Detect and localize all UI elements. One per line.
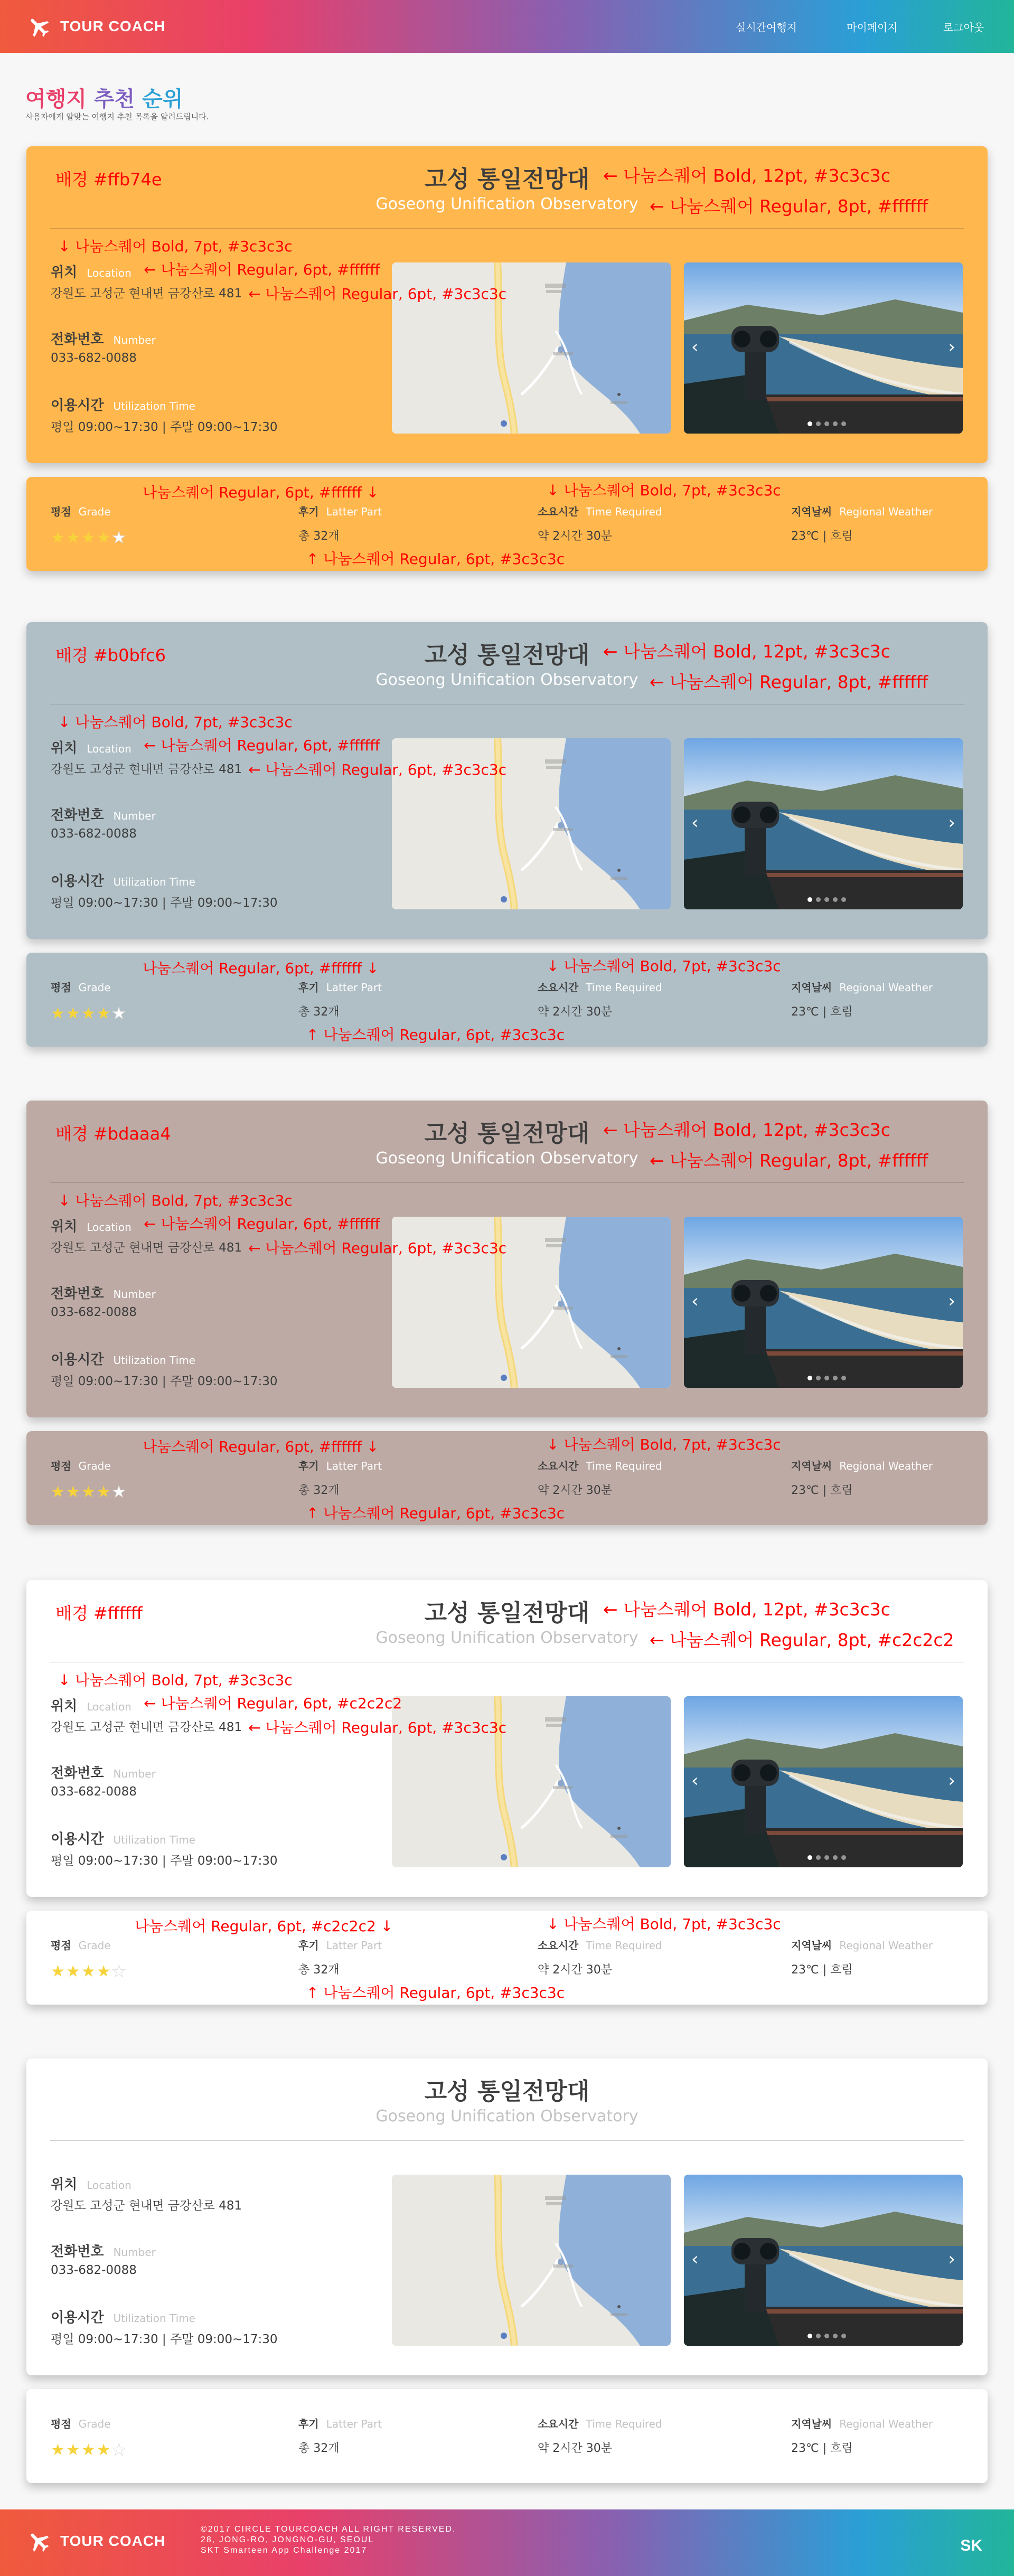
- annotation-label: ↓ 나눔스퀘어 Bold, 7pt, #3c3c3c: [58, 1192, 293, 1209]
- hours-label: 이용시간 Utilization Time: [51, 1831, 195, 1847]
- photo-carousel[interactable]: [684, 1696, 963, 1867]
- carousel-next-icon[interactable]: ›: [948, 812, 955, 833]
- rating-star-icon: ★: [65, 529, 81, 547]
- photo-carousel[interactable]: [684, 262, 963, 434]
- weather-text: 23℃ | 흐림: [791, 1484, 853, 1497]
- rating-star-icon: ★: [51, 1004, 66, 1023]
- airplane-icon: [26, 14, 52, 39]
- grade-label: 평점 Grade: [51, 2418, 111, 2430]
- carousel-next-icon[interactable]: ›: [948, 1770, 955, 1791]
- weather-label: 지역날씨 Regional Weather: [791, 505, 933, 518]
- phone-label: 전화번호 Number: [51, 1286, 156, 1302]
- annotation-value: ← 나눔스퀘어 Regular, 6pt, #3c3c3c: [248, 1719, 507, 1736]
- event-line: SKT Smarteen App Challenge 2017: [201, 2546, 368, 2555]
- carousel-dots: [808, 897, 846, 902]
- annotation-eng: ← 나눔스퀘어 Regular, 8pt, #ffffff: [650, 1150, 928, 1171]
- hours-text: 평일 09:00~17:30 | 주말 09:00~17:30: [51, 1854, 278, 1868]
- rating-star-icon: ★: [65, 2441, 81, 2459]
- carousel-dots: [808, 421, 846, 426]
- place-name-en: Goseong Unification Observatory: [375, 195, 639, 213]
- phone-text: 033-682-0088: [51, 1305, 137, 1319]
- place-name-en: Goseong Unification Observatory: [375, 1629, 639, 1647]
- rating-star-icon: ★: [81, 1962, 97, 1981]
- place-card[interactable]: [26, 622, 988, 939]
- rating-star-icon: ★: [111, 1962, 127, 1981]
- annotation-value: ← 나눔스퀘어 Regular, 6pt, #3c3c3c: [248, 1239, 507, 1257]
- phone-text: 033-682-0088: [51, 827, 137, 841]
- nav-mypage[interactable]: 마이페이지: [847, 21, 898, 34]
- card-divider: [50, 1182, 964, 1183]
- annotation-title: ← 나눔스퀘어 Bold, 12pt, #3c3c3c: [603, 641, 890, 662]
- rating-star-icon: ★: [96, 1483, 112, 1501]
- rating-star-icon: ★: [81, 1483, 97, 1501]
- annotation-strip-value: ↑ 나눔스퀘어 Regular, 6pt, #3c3c3c: [306, 1505, 565, 1522]
- review-label: 후기 Latter Part: [298, 505, 382, 518]
- bg-annotation: 배경 #b0bfc6: [55, 645, 166, 665]
- place-info-strip: [26, 477, 988, 571]
- hours-text: 평일 09:00~17:30 | 주말 09:00~17:30: [51, 420, 278, 434]
- page-title-word-1: 여행지: [25, 87, 87, 111]
- time-required: 약 2시간 30분: [538, 530, 612, 543]
- rating-star-icon: ★: [51, 1483, 66, 1501]
- review-label: 후기 Latter Part: [298, 981, 382, 994]
- phone-text: 033-682-0088: [51, 1785, 137, 1799]
- carousel-prev-icon[interactable]: ‹: [691, 1291, 699, 1312]
- review-count[interactable]: 총 32개: [298, 530, 340, 543]
- photo-carousel[interactable]: [684, 2175, 963, 2346]
- time-label: 소요시간 Time Required: [538, 1460, 662, 1472]
- rating-star-icon: ★: [111, 2441, 127, 2459]
- airplane-icon: [26, 2528, 52, 2554]
- rating-stars: [51, 1962, 127, 1981]
- time-required: 약 2시간 30분: [538, 1963, 612, 1977]
- place-name: 고성 통일전망대: [424, 642, 590, 669]
- rating-star-icon: ★: [96, 1962, 112, 1981]
- weather-text: 23℃ | 흐림: [791, 2442, 853, 2455]
- rating-stars: [51, 529, 127, 547]
- header-logo[interactable]: [26, 14, 165, 39]
- location-label: 위치 Location: [51, 265, 132, 280]
- place-name: 고성 통일전망대: [424, 166, 590, 193]
- hours-label: 이용시간 Utilization Time: [51, 2310, 195, 2326]
- place-card[interactable]: [26, 2058, 988, 2375]
- phone-label: 전화번호 Number: [51, 1765, 156, 1781]
- location-label: 위치 Location: [51, 1698, 132, 1714]
- hours-text: 평일 09:00~17:30 | 주말 09:00~17:30: [51, 1375, 278, 1388]
- time-label: 소요시간 Time Required: [538, 981, 662, 994]
- rating-star-icon: ★: [111, 1483, 127, 1501]
- time-required: 약 2시간 30분: [538, 1484, 612, 1497]
- photo-carousel[interactable]: [684, 1217, 963, 1388]
- place-name: 고성 통일전망대: [424, 1120, 590, 1147]
- weather-label: 지역날씨 Regional Weather: [791, 1460, 933, 1472]
- rating-star-icon: ★: [96, 2441, 112, 2459]
- annotation-sublabel: ← 나눔스퀘어 Regular, 6pt, #ffffff: [144, 1215, 380, 1233]
- annotation-strip-label: ↓ 나눔스퀘어 Bold, 7pt, #3c3c3c: [547, 1436, 781, 1453]
- footer: [0, 2509, 1014, 2576]
- annotation-label: ↓ 나눔스퀘어 Bold, 7pt, #3c3c3c: [58, 713, 293, 731]
- rating-star-icon: ★: [111, 1004, 127, 1023]
- review-count[interactable]: 총 32개: [298, 1484, 340, 1497]
- annotation-value: ← 나눔스퀘어 Regular, 6pt, #3c3c3c: [248, 761, 507, 778]
- photo-carousel[interactable]: [684, 738, 963, 909]
- place-info-strip: [26, 1431, 988, 1525]
- annotation-value: ← 나눔스퀘어 Regular, 6pt, #3c3c3c: [248, 285, 507, 303]
- address-text: 강원도 고성군 현내면 금강산로 481: [51, 763, 242, 776]
- rating-star-icon: ★: [65, 1004, 81, 1023]
- rating-star-icon: ★: [51, 2441, 66, 2459]
- hours-text: 평일 09:00~17:30 | 주말 09:00~17:30: [51, 896, 278, 910]
- review-label: 후기 Latter Part: [298, 2418, 382, 2430]
- annotation-strip-sub: 나눔스퀘어 Regular, 6pt, #ffffff ↓: [143, 960, 379, 977]
- weather-text: 23℃ | 흐림: [791, 1963, 853, 1977]
- header-logo-text: TOUR COACH: [60, 18, 166, 34]
- hours-label: 이용시간 Utilization Time: [51, 873, 195, 889]
- carousel-prev-icon[interactable]: ‹: [691, 1770, 699, 1791]
- footer-logo-text: TOUR COACH: [60, 2533, 166, 2549]
- rating-stars: [51, 2441, 127, 2459]
- annotation-strip-sub: 나눔스퀘어 Regular, 6pt, #ffffff ↓: [143, 484, 379, 501]
- weather-label: 지역날씨 Regional Weather: [791, 981, 933, 994]
- rating-stars: [51, 1483, 127, 1501]
- top-header: [0, 0, 1014, 53]
- location-label: 위치 Location: [51, 740, 132, 756]
- review-label: 후기 Latter Part: [298, 1460, 382, 1472]
- annotation-eng: ← 나눔스퀘어 Regular, 8pt, #ffffff: [650, 196, 928, 217]
- carousel-dots: [808, 1855, 846, 1860]
- bg-annotation: 배경 #ffffff: [55, 1603, 143, 1623]
- bg-annotation: 배경 #bdaaa4: [55, 1124, 171, 1144]
- weather-text: 23℃ | 흐림: [791, 1005, 853, 1019]
- place-card[interactable]: [26, 146, 988, 463]
- rating-stars: [51, 1004, 127, 1023]
- time-required: 약 2시간 30분: [538, 1005, 612, 1019]
- annotation-strip-label: ↓ 나눔스퀘어 Bold, 7pt, #3c3c3c: [547, 1915, 781, 1933]
- rating-star-icon: ★: [96, 1004, 112, 1023]
- review-count[interactable]: 총 32개: [298, 1005, 340, 1019]
- annotation-strip-label: ↓ 나눔스퀘어 Bold, 7pt, #3c3c3c: [547, 957, 781, 975]
- carousel-prev-icon[interactable]: ‹: [691, 812, 699, 833]
- carousel-next-icon[interactable]: ›: [948, 1291, 955, 1312]
- annotation-title: ← 나눔스퀘어 Bold, 12pt, #3c3c3c: [603, 165, 890, 186]
- phone-label: 전화번호 Number: [51, 807, 156, 823]
- annotation-sublabel: ← 나눔스퀘어 Regular, 6pt, #ffffff: [144, 737, 380, 754]
- location-label: 위치 Location: [51, 2177, 132, 2193]
- annotation-strip-value: ↑ 나눔스퀘어 Regular, 6pt, #3c3c3c: [306, 550, 565, 568]
- hours-label: 이용시간 Utilization Time: [51, 1352, 195, 1368]
- bg-annotation: 배경 #ffb74e: [55, 170, 162, 190]
- annotation-sublabel: ← 나눔스퀘어 Regular, 6pt, #c2c2c2: [144, 1695, 402, 1712]
- time-required: 약 2시간 30분: [538, 2442, 612, 2455]
- rating-star-icon: ★: [51, 529, 66, 547]
- weather-label: 지역날씨 Regional Weather: [791, 2418, 933, 2430]
- carousel-dots: [808, 1376, 846, 1380]
- weather-label: 지역날씨 Regional Weather: [791, 1939, 933, 1952]
- annotation-strip-value: ↑ 나눔스퀘어 Regular, 6pt, #3c3c3c: [306, 1984, 565, 2001]
- footer-copyright: [201, 2524, 456, 2556]
- grade-label: 평점 Grade: [51, 1460, 111, 1472]
- phone-text: 033-682-0088: [51, 2263, 137, 2277]
- copyright-line: ©2017 CIRCLE TOURCOACH ALL RIGHT RESERVED.: [201, 2525, 456, 2534]
- rating-star-icon: ★: [81, 1004, 97, 1023]
- annotation-eng: ← 나눔스퀘어 Regular, 8pt, #ffffff: [650, 672, 928, 692]
- carousel-prev-icon[interactable]: ‹: [691, 2249, 699, 2270]
- rating-star-icon: ★: [96, 529, 112, 547]
- address-text: 강원도 고성군 현내면 금강산로 481: [51, 287, 242, 300]
- nav-logout[interactable]: 로그아웃: [943, 21, 984, 34]
- place-name-en: Goseong Unification Observatory: [375, 2107, 639, 2126]
- address-text: 강원도 고성군 현내면 금강산로 481: [51, 2199, 242, 2213]
- location-label: 위치 Location: [51, 1219, 132, 1235]
- hours-text: 평일 09:00~17:30 | 주말 09:00~17:30: [51, 2333, 278, 2346]
- grade-label: 평점 Grade: [51, 1939, 111, 1952]
- place-card[interactable]: [26, 1101, 988, 1417]
- phone-text: 033-682-0088: [51, 351, 137, 365]
- annotation-label: ↓ 나눔스퀘어 Bold, 7pt, #3c3c3c: [58, 238, 293, 255]
- place-name-en: Goseong Unification Observatory: [375, 671, 639, 689]
- place-info-strip: [26, 2389, 988, 2483]
- phone-label: 전화번호 Number: [51, 2244, 156, 2260]
- weather-text: 23℃ | 흐림: [791, 530, 853, 543]
- nav-realtime[interactable]: 실시간여행지: [736, 21, 797, 34]
- page-title-word-2: 추천: [93, 87, 135, 111]
- review-count[interactable]: 총 32개: [298, 2442, 340, 2455]
- place-name: 고성 통일전망대: [424, 1600, 590, 1627]
- annotation-eng: ← 나눔스퀘어 Regular, 8pt, #c2c2c2: [650, 1630, 954, 1650]
- review-label: 후기 Latter Part: [298, 1939, 382, 1952]
- address-line: 28, JONG-RO, JONGNO-GU, SEOUL: [201, 2535, 374, 2544]
- annotation-sublabel: ← 나눔스퀘어 Regular, 6pt, #ffffff: [144, 261, 380, 278]
- rating-star-icon: ★: [65, 1483, 81, 1501]
- time-label: 소요시간 Time Required: [538, 2418, 662, 2430]
- annotation-strip-value: ↑ 나눔스퀘어 Regular, 6pt, #3c3c3c: [306, 1026, 565, 1043]
- location-map[interactable]: [392, 2175, 671, 2346]
- annotation-strip-sub: 나눔스퀘어 Regular, 6pt, #c2c2c2 ↓: [135, 1917, 393, 1935]
- phone-label: 전화번호 Number: [51, 332, 156, 347]
- grade-label: 평점 Grade: [51, 981, 111, 994]
- annotation-title: ← 나눔스퀘어 Bold, 12pt, #3c3c3c: [603, 1599, 890, 1620]
- time-label: 소요시간 Time Required: [538, 505, 662, 518]
- footer-logo: [26, 2528, 165, 2554]
- page-subtitle: 사용자에게 알맞는 여행지 추천 목록을 알려드립니다.: [25, 112, 209, 121]
- carousel-prev-icon[interactable]: ‹: [691, 336, 699, 358]
- time-label: 소요시간 Time Required: [538, 1939, 662, 1952]
- hours-label: 이용시간 Utilization Time: [51, 398, 195, 413]
- carousel-dots: [808, 2334, 846, 2338]
- review-count[interactable]: 총 32개: [298, 1963, 340, 1977]
- page-title: [25, 82, 183, 112]
- place-name: 고성 통일전망대: [424, 2078, 590, 2105]
- card-divider: [50, 2140, 964, 2141]
- place-info-strip: [26, 953, 988, 1047]
- rating-star-icon: ★: [65, 1962, 81, 1981]
- rating-star-icon: ★: [51, 1962, 66, 1981]
- place-card[interactable]: [26, 1580, 988, 1897]
- annotation-strip-label: ↓ 나눔스퀘어 Bold, 7pt, #3c3c3c: [547, 482, 781, 499]
- sk-logo: SK: [960, 2537, 982, 2554]
- card-divider: [50, 228, 964, 229]
- annotation-label: ↓ 나눔스퀘어 Bold, 7pt, #3c3c3c: [58, 1671, 293, 1689]
- address-text: 강원도 고성군 현내면 금강산로 481: [51, 1721, 242, 1734]
- carousel-next-icon[interactable]: ›: [948, 2249, 955, 2270]
- annotation-title: ← 나눔스퀘어 Bold, 12pt, #3c3c3c: [603, 1120, 890, 1140]
- place-info-strip: [26, 1911, 988, 2005]
- rating-star-icon: ★: [81, 529, 97, 547]
- rating-star-icon: ★: [81, 2441, 97, 2459]
- annotation-strip-sub: 나눔스퀘어 Regular, 6pt, #ffffff ↓: [143, 1438, 379, 1455]
- carousel-next-icon[interactable]: ›: [948, 336, 955, 358]
- place-name-en: Goseong Unification Observatory: [375, 1149, 639, 1168]
- page-title-word-3: 순위: [142, 87, 183, 111]
- rating-star-icon: ★: [111, 529, 127, 547]
- address-text: 강원도 고성군 현내면 금강산로 481: [51, 1241, 242, 1255]
- grade-label: 평점 Grade: [51, 505, 111, 518]
